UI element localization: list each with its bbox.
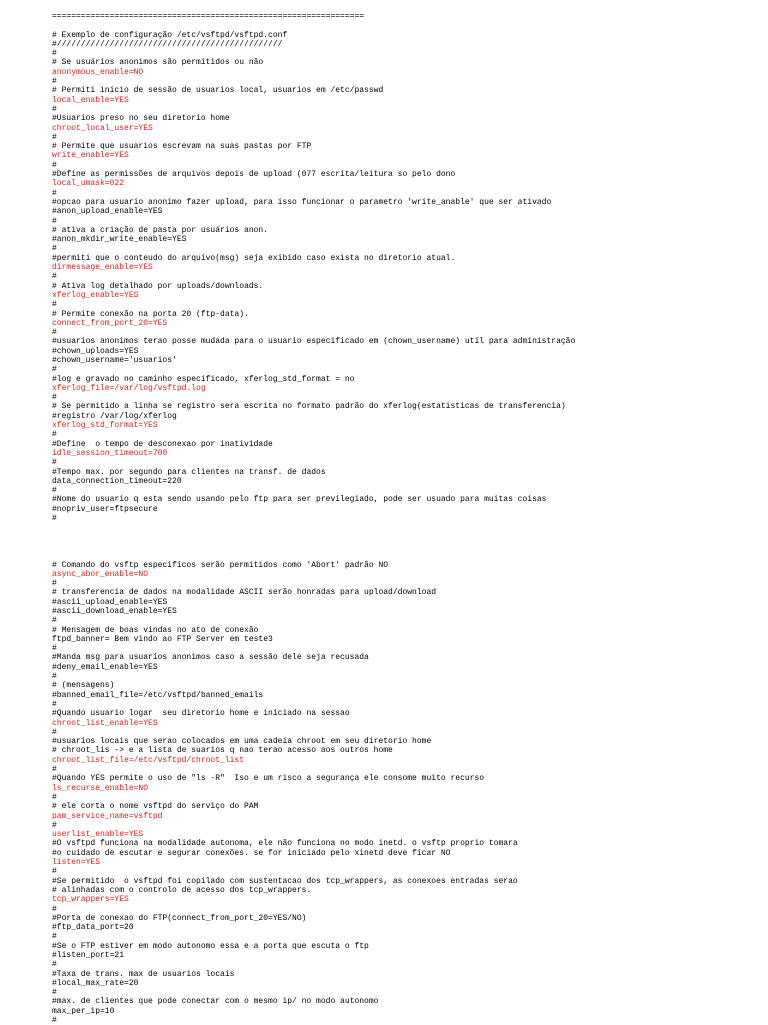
config-line: #ascii_upload_enable=YES [52,597,168,607]
config-line: # Exemplo de configuração /etc/vsftpd/vsftpd.conf [52,30,288,40]
config-line: #listen_port=21 [52,950,125,960]
config-setting-line: userlist_enable=YES [52,830,144,840]
config-line: # Permite que usuarios escrevam na suas pastas por FTP [52,142,312,152]
config-line: # [52,160,57,170]
config-line: # [52,49,57,59]
config-line: #/////////////////////////////////////////////// [52,39,283,49]
config-setting-line: xferlog_file=/var/log/vsftpd.log [52,383,206,393]
config-line: # Mensagem de boas vindas no ato de conexão [52,625,259,635]
config-line: # [52,727,57,737]
config-line: # [52,616,57,626]
config-line: #chown_uploads=YES [52,346,139,356]
config-setting-line: local_umask=022 [52,179,125,189]
config-line: # [52,216,57,226]
config-line: # [52,699,57,709]
config-line: #Tempo max. por segundo para clientes na transf. de dados [52,467,326,477]
config-line: # ativa a criação de pasta por usuários anon. [52,225,269,235]
config-line: # [52,272,57,282]
config-line: #ascii_download_enable=YES [52,607,177,616]
config-line: #usuarios anonimos terao posse mudada para o usuario especificado em (chown_username) util para administração [52,337,576,347]
config-line: #anon_mkdir_write_enable=YES [52,235,187,245]
config-line: #Quando usuario logar seu diretorio home e iniciado na sessao [52,709,350,719]
config-setting-line: ls_recurse_enable=NO [52,783,149,793]
config-setting-line: tcp_wrappers=YES [52,895,129,905]
config-line: #Quando YES permite o uso de "ls -R" Iso e um risco a segurança ele consome muito recurso [52,774,485,784]
config-line: # [52,104,57,114]
config-line: # alinhadas com o controlo de acesso dos tcp_wrappers. [52,885,312,895]
config-line: # [52,365,57,375]
config-line: # Ativa log detalhado por uploads/downloads. [52,281,264,291]
config-line: # Comando do vsftp especificos serão permitidos como 'Abort' padrão NO [52,560,389,570]
config-line: # [52,486,57,496]
config-setting-line: xferlog_std_format=YES [52,421,158,431]
config-line: #Se o FTP estiver em modo autonomo essa e a porta que escuta o ftp [52,941,369,951]
config-setting-line: xferlog_enable=YES [52,290,139,300]
config-line: # ele corta o nome vsftpd do serviço do PAM [52,802,259,812]
config-line: #Nome do usuario q esta sendo usando pelo ftp para ser previlegiado, pode ser usuado para muitas coisas [52,495,547,505]
config-line: # Permiti inicio de sessão de usuarios local, usuarios em /etc/passwd [52,86,384,96]
config-line: # [52,458,57,468]
config-setting-line: pam_service_name=vsftpd [52,811,163,821]
config-line: #Se permitido o vsftpd foi copilado com sustentacao dos tcp_wrappers, as conexoes entradas serao [52,876,518,886]
config-setting-line: chroot_list_enable=YES [52,718,158,728]
config-line: #local_max_rate=20 [52,978,139,988]
config-line: # [52,672,57,682]
config-line: #anon_upload_enable=YES [52,207,163,217]
config-line: #O vsftpd funciona na modalidade autonoma, ele não funciona no modo inetd. o vsftp proprio tomara [52,839,518,849]
config-setting-line: chroot_list_file=/etc/vsftpd/chroot_list [52,755,245,765]
config-line: # Se usuários anonimos são permitidos ou não [52,58,264,68]
config-line: #Define as permissões de arquivos depois de upload (077 escrita/leitura so pelo dono [52,170,456,180]
config-line: # [52,765,57,775]
config-line: # [52,430,57,440]
config-line: #chown_username='usuarios' [52,355,177,365]
config-setting-line: async_abor_enable=NO [52,569,149,579]
config-line: # [52,77,57,87]
config-line: # [52,579,57,589]
config-line: # transferencia de dados na modalidade ASCII serão honradas para upload/download [52,588,437,598]
config-line: #Define o tempo de desconexao por inatividade [52,439,273,449]
config-line: #deny_email_enable=YES [52,662,158,672]
config-line: #Manda msg para usuarios anonimos caso a sessão dele seja recusada [52,653,369,663]
config-line: # Permite conexão na porta 20 (ftp-data). [52,309,249,319]
config-setting-line: write_enable=YES [52,151,129,161]
config-line: # [52,644,57,654]
config-line: #opcao para usuario anonimo fazer upload, para isso funcionar o parametro 'write_anable' que ser ativado [52,197,552,207]
config-setting-line: dirmessage_enable=YES [52,263,153,273]
config-line: #log e gravado no caminho especificado, xferlog_std_format = no [52,374,355,384]
config-line: # [52,1016,57,1025]
config-setting-line: local_enable=YES [52,95,129,105]
config-file-text [52,12,752,1025]
config-line: # [52,300,57,310]
config-line: #Porta de conexao do FTP(connect_from_port_20=YES/NO) [52,913,307,923]
config-line: #permiti que o conteudo do arquivo(msg) seja exibido caso exista no diretorio atual. [52,253,456,263]
config-line: #nopriv_user=ftpsecure [52,504,158,514]
config-line: # [52,867,57,877]
config-line: ftpd_banner= Bem vindo ao FTP Server em teste3 [52,634,273,644]
config-line: # [52,792,57,802]
config-line: #registro /var/log/xferlog [52,411,177,421]
config-line: # Se permitido a linha se registro sera escrita no formato padrão do xferlog(estatisticas de transferencia) [52,402,566,412]
config-line [52,551,752,560]
config-line: # [52,244,57,254]
config-line: #Taxa de trans. max de usuarios locais [52,969,235,979]
config-line: #banned_email_file=/etc/vsftpd/banned_emails [52,690,264,700]
config-line: data_connection_timeout=220 [52,476,182,486]
config-line: #usuarios locais que serao colocados em uma cadeia chroot em seu diretorio home [52,737,432,747]
config-line: # [52,328,57,338]
config-line: # [52,393,57,403]
config-line: # chroot_lis -> e a lista de suarios q nao terao acesso aos outros home [52,746,393,756]
config-line: # (mensagens) [52,681,115,691]
config-line [52,523,752,532]
config-line: # [52,988,57,998]
config-line: #Usuarios preso no seu diretorio home [52,114,230,124]
config-line: # [52,904,57,914]
config-line: # [52,188,57,198]
config-line: # [52,932,57,942]
config-setting-line: chroot_local_user=YES [52,123,153,133]
config-line: # [52,820,57,830]
config-line: max_per_ip=10 [52,1006,115,1016]
config-line: #max. de clientes que pode conectar com o mesmo ip/ no modo autonomo [52,997,379,1007]
config-line [52,21,752,30]
config-line: #ftp_data_port=20 [52,923,134,933]
config-line [52,533,752,542]
config-setting-line: idle_session_timeout=700 [52,448,168,458]
config-line: #o cuidado de escutar e segurar conexões. se for iniciado pelo xinetd deve ficar NO [52,848,451,858]
config-line: # [52,132,57,142]
config-setting-line: listen=YES [52,858,101,868]
config-setting-line: anonymous_enable=NO [52,67,144,77]
config-setting-line: connect_from_port_20=YES [52,318,168,328]
config-line: ================================================================= [52,12,365,21]
config-line: # [52,514,57,524]
config-line [52,542,752,551]
config-line: # [52,960,57,970]
